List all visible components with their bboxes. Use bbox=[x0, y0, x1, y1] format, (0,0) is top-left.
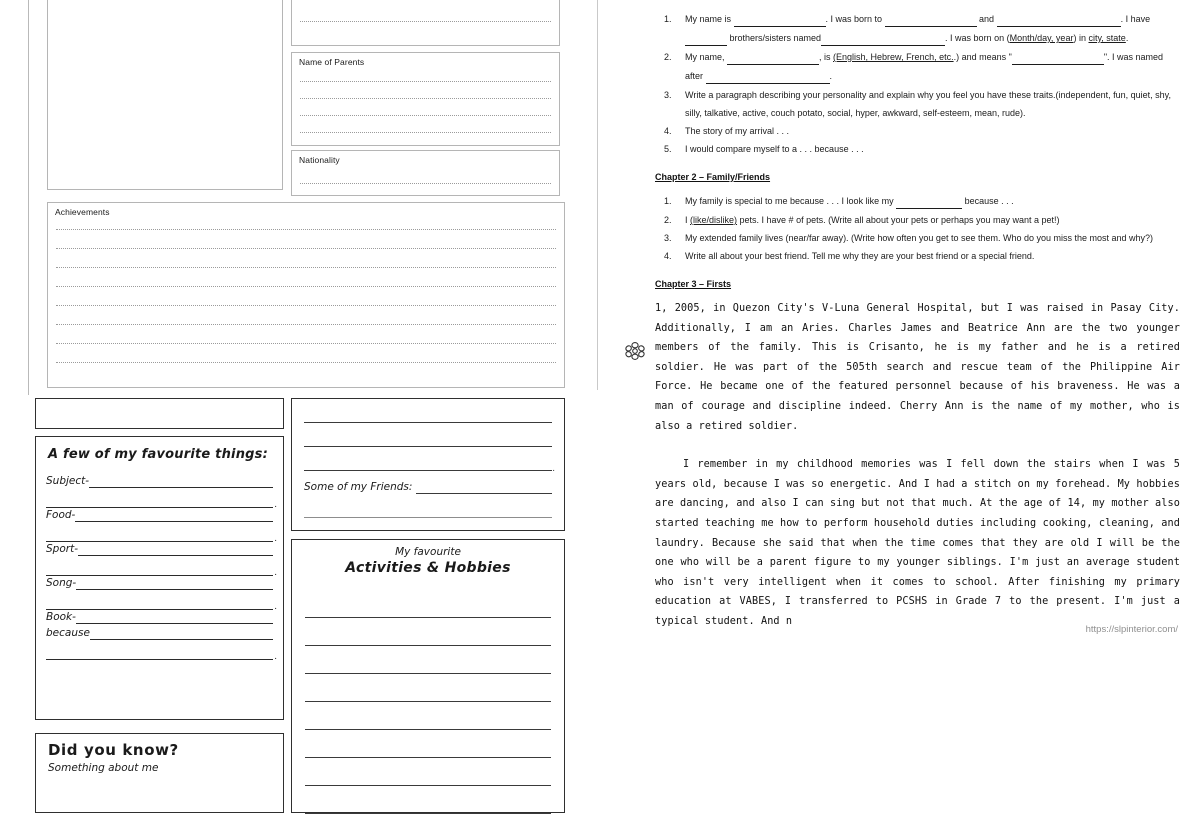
write-line[interactable] bbox=[76, 610, 273, 624]
write-line[interactable] bbox=[46, 490, 273, 508]
field-label: Nationality bbox=[299, 155, 340, 165]
write-lines bbox=[48, 229, 564, 363]
panel-subtitle: My favourite bbox=[395, 546, 461, 558]
left-page bbox=[0, 0, 610, 800]
favourite-row-food[interactable] bbox=[46, 508, 273, 522]
narrative-paragraph: 1, 2005, in Quezon City's V-Luna General Hospital, but I was raised in Pasay City. Additionally, I am an Aries. Charles James and Beatrice Ann are the two younger members of the family. This is Crisanto, he is my father and he is a retired soldier. He was part of the 505th search and rescue team of the Philippine Air Force. He became one of the featured personnel because of his braveness. He was a man of courage and discipline indeed. Cherry Ann is the name of my mother, who is also a retired soldier. bbox=[655, 303, 1180, 432]
list-item-number: 3. bbox=[664, 90, 672, 100]
worksheet-list-item bbox=[655, 247, 1180, 265]
write-line[interactable] bbox=[304, 494, 552, 518]
write-line bbox=[56, 343, 556, 344]
write-line bbox=[300, 183, 551, 184]
friends-label: Some of my Friends: bbox=[304, 481, 413, 493]
write-line[interactable] bbox=[305, 702, 551, 730]
write-line[interactable] bbox=[90, 626, 273, 640]
panel-subtitle: Something about me bbox=[48, 762, 159, 774]
sheet-edge-line bbox=[28, 0, 29, 395]
write-line bbox=[300, 21, 551, 22]
list-item-number: 4. bbox=[664, 126, 672, 136]
fill-in-blank[interactable] bbox=[734, 8, 826, 27]
favourite-row-book[interactable] bbox=[46, 610, 273, 624]
write-line bbox=[56, 362, 556, 363]
write-line bbox=[56, 267, 556, 268]
photo-placeholder-box[interactable] bbox=[47, 0, 283, 190]
write-line[interactable] bbox=[76, 576, 273, 590]
worksheet-list-item bbox=[655, 86, 1180, 122]
write-line bbox=[300, 115, 551, 116]
underlined-hint: Month/day, year bbox=[1009, 33, 1074, 43]
list-item-number: 2. bbox=[664, 215, 672, 225]
fill-in-blank[interactable] bbox=[821, 27, 945, 46]
list-item-text: Write all about your best friend. Tell me why they are your best friend or a special friend. bbox=[685, 251, 1035, 261]
fill-in-blank[interactable] bbox=[896, 190, 962, 209]
write-line[interactable] bbox=[46, 642, 273, 660]
fill-in-blank[interactable] bbox=[997, 8, 1121, 27]
worksheet-list-item bbox=[655, 192, 1180, 211]
panel-some-of-my-friends[interactable] bbox=[291, 398, 565, 531]
write-line[interactable] bbox=[305, 590, 551, 618]
right-page bbox=[610, 0, 1200, 800]
favourite-row-song[interactable] bbox=[46, 576, 273, 590]
list-item-number: 5. bbox=[664, 144, 672, 154]
list-item-text: My extended family lives (near/far away). (Write how often you get to see them. Who do you miss the most and why?) bbox=[685, 233, 1154, 243]
write-line[interactable] bbox=[89, 474, 273, 488]
panel-favourite-things[interactable] bbox=[35, 436, 284, 720]
chapter3-heading: Chapter 3 – Firsts bbox=[655, 279, 732, 289]
list-item-text: My family is special to me because . . . I look like my because . . . bbox=[685, 192, 1180, 211]
list-item-number: 1. bbox=[664, 14, 672, 24]
list-item-number: 1. bbox=[664, 196, 672, 206]
write-line[interactable] bbox=[46, 558, 273, 576]
favourite-label: Sport- bbox=[46, 543, 78, 555]
panel-activities-and-hobbies[interactable] bbox=[291, 539, 565, 813]
favourite-label: because bbox=[46, 627, 90, 639]
list-item-text: The story of my arrival . . . bbox=[685, 126, 790, 136]
chapter2-heading: Chapter 2 – Family/Friends bbox=[655, 172, 771, 182]
write-line[interactable] bbox=[305, 674, 551, 702]
write-line bbox=[56, 324, 556, 325]
write-line[interactable] bbox=[78, 542, 273, 556]
write-lines bbox=[292, 81, 559, 133]
favourite-label: Book- bbox=[46, 611, 76, 623]
fill-in-blank[interactable] bbox=[1012, 46, 1104, 65]
fill-in-blank[interactable] bbox=[685, 27, 727, 46]
write-line[interactable] bbox=[46, 524, 273, 542]
write-line bbox=[56, 248, 556, 249]
panel-did-you-know[interactable] bbox=[35, 733, 284, 813]
list-item-text: Write a paragraph describing your personality and explain why you feel you have these traits.(independent, fun, quiet, shy, silly, talkative, active, couch potato, social, hyper, awkward, self-esteem, mean, rude). bbox=[685, 90, 1171, 118]
watermark-url: https://slpinterior.com/ bbox=[1085, 623, 1178, 635]
favourite-row-subject[interactable] bbox=[46, 474, 273, 488]
fill-in-blank[interactable] bbox=[885, 8, 977, 27]
panel-title: Activities & Hobbies bbox=[345, 560, 511, 576]
worksheet-list-item bbox=[655, 211, 1180, 229]
panel-stub-top bbox=[35, 398, 284, 429]
field-label: Name of Parents bbox=[299, 57, 365, 67]
worksheet-list-item bbox=[655, 122, 1180, 140]
write-line[interactable] bbox=[305, 730, 551, 758]
worksheet-list-item bbox=[655, 10, 1180, 48]
field-box-date-place-of-birth[interactable] bbox=[291, 0, 560, 46]
list-item-text: I would compare myself to a . . . because . . . bbox=[685, 144, 864, 154]
write-line bbox=[56, 305, 556, 306]
write-line[interactable] bbox=[305, 786, 551, 814]
write-line[interactable] bbox=[305, 618, 551, 646]
write-line bbox=[56, 286, 556, 287]
field-box-nationality[interactable] bbox=[291, 150, 560, 196]
list-item-number: 2. bbox=[664, 52, 672, 62]
panel-title: A few of my favourite things: bbox=[48, 447, 268, 462]
favourite-label: Subject- bbox=[46, 475, 90, 487]
write-line bbox=[300, 81, 551, 82]
favourite-row-because[interactable] bbox=[46, 626, 273, 640]
narrative-paragraph: I remember in my childhood memories was I fell down the stairs when I was 5 years old, because I was so energetic. And I had a stitch on my forehead. My hobbies are dancing, and also I can sing but not that much. At the age of 14, my mother also started teaching me how to perform household duties including cooking, cleaning, and laundry. Because she said that when the time comes that they are old I will be the one who will be a parent figure to my younger siblings. I'm just an average student who isn't very intelligent when it comes to school. After finishing my primary education at VABES, I transferred to PCSHS in Grade 7 to the present. I'm just a typical student. And n bbox=[655, 459, 1180, 627]
write-line[interactable] bbox=[416, 478, 552, 494]
favourite-row-sport[interactable] bbox=[46, 542, 273, 556]
friends-label-row[interactable] bbox=[304, 471, 552, 494]
write-line[interactable] bbox=[75, 508, 273, 522]
write-line[interactable] bbox=[304, 423, 552, 447]
list-item-number: 3. bbox=[664, 233, 672, 243]
list-item-text: I (like/dislike) pets. I have # of pets. (Write all about your pets or perhaps you may want a pet!) bbox=[685, 215, 1060, 225]
chapter1-list bbox=[655, 10, 1180, 158]
write-line bbox=[300, 132, 551, 133]
fill-in-blank[interactable] bbox=[706, 65, 830, 84]
panel-title: Did you know? bbox=[48, 741, 179, 759]
underlined-hint: city, state bbox=[1088, 33, 1126, 43]
write-line bbox=[56, 229, 556, 230]
worksheet-list-item bbox=[655, 229, 1180, 247]
sheet-edge-line bbox=[597, 0, 598, 390]
field-box-name-of-parents[interactable] bbox=[291, 52, 560, 146]
underlined-hint: (English, Hebrew, French, etc. bbox=[833, 52, 954, 62]
field-box-achievements[interactable] bbox=[47, 202, 565, 388]
underlined-hint: (like/dislike) bbox=[690, 215, 738, 225]
field-label: Achievements bbox=[55, 207, 110, 217]
right-page-content bbox=[655, 10, 1180, 651]
write-line[interactable] bbox=[304, 447, 552, 471]
chapter2-list bbox=[655, 192, 1180, 265]
write-line[interactable] bbox=[46, 592, 273, 610]
list-item-number: 4. bbox=[664, 251, 672, 261]
list-item-text: My name, , is (English, Hebrew, French, etc..) and means " ". I was named after . bbox=[685, 48, 1180, 86]
favourite-label: Song- bbox=[46, 577, 77, 589]
write-line[interactable] bbox=[304, 399, 552, 423]
list-item-text: My name is . I was born to and . I have brothers/sisters named . I was born on (Month/day, year) in city, state. bbox=[685, 10, 1180, 48]
fill-in-blank[interactable] bbox=[727, 46, 819, 65]
narrative-text bbox=[655, 299, 1180, 632]
worksheet-list-item bbox=[655, 48, 1180, 86]
write-line[interactable] bbox=[305, 646, 551, 674]
write-line bbox=[300, 98, 551, 99]
favourite-label: Food- bbox=[46, 509, 76, 521]
write-line[interactable] bbox=[305, 758, 551, 786]
flower-icon bbox=[623, 340, 647, 362]
worksheet-list-item bbox=[655, 140, 1180, 158]
